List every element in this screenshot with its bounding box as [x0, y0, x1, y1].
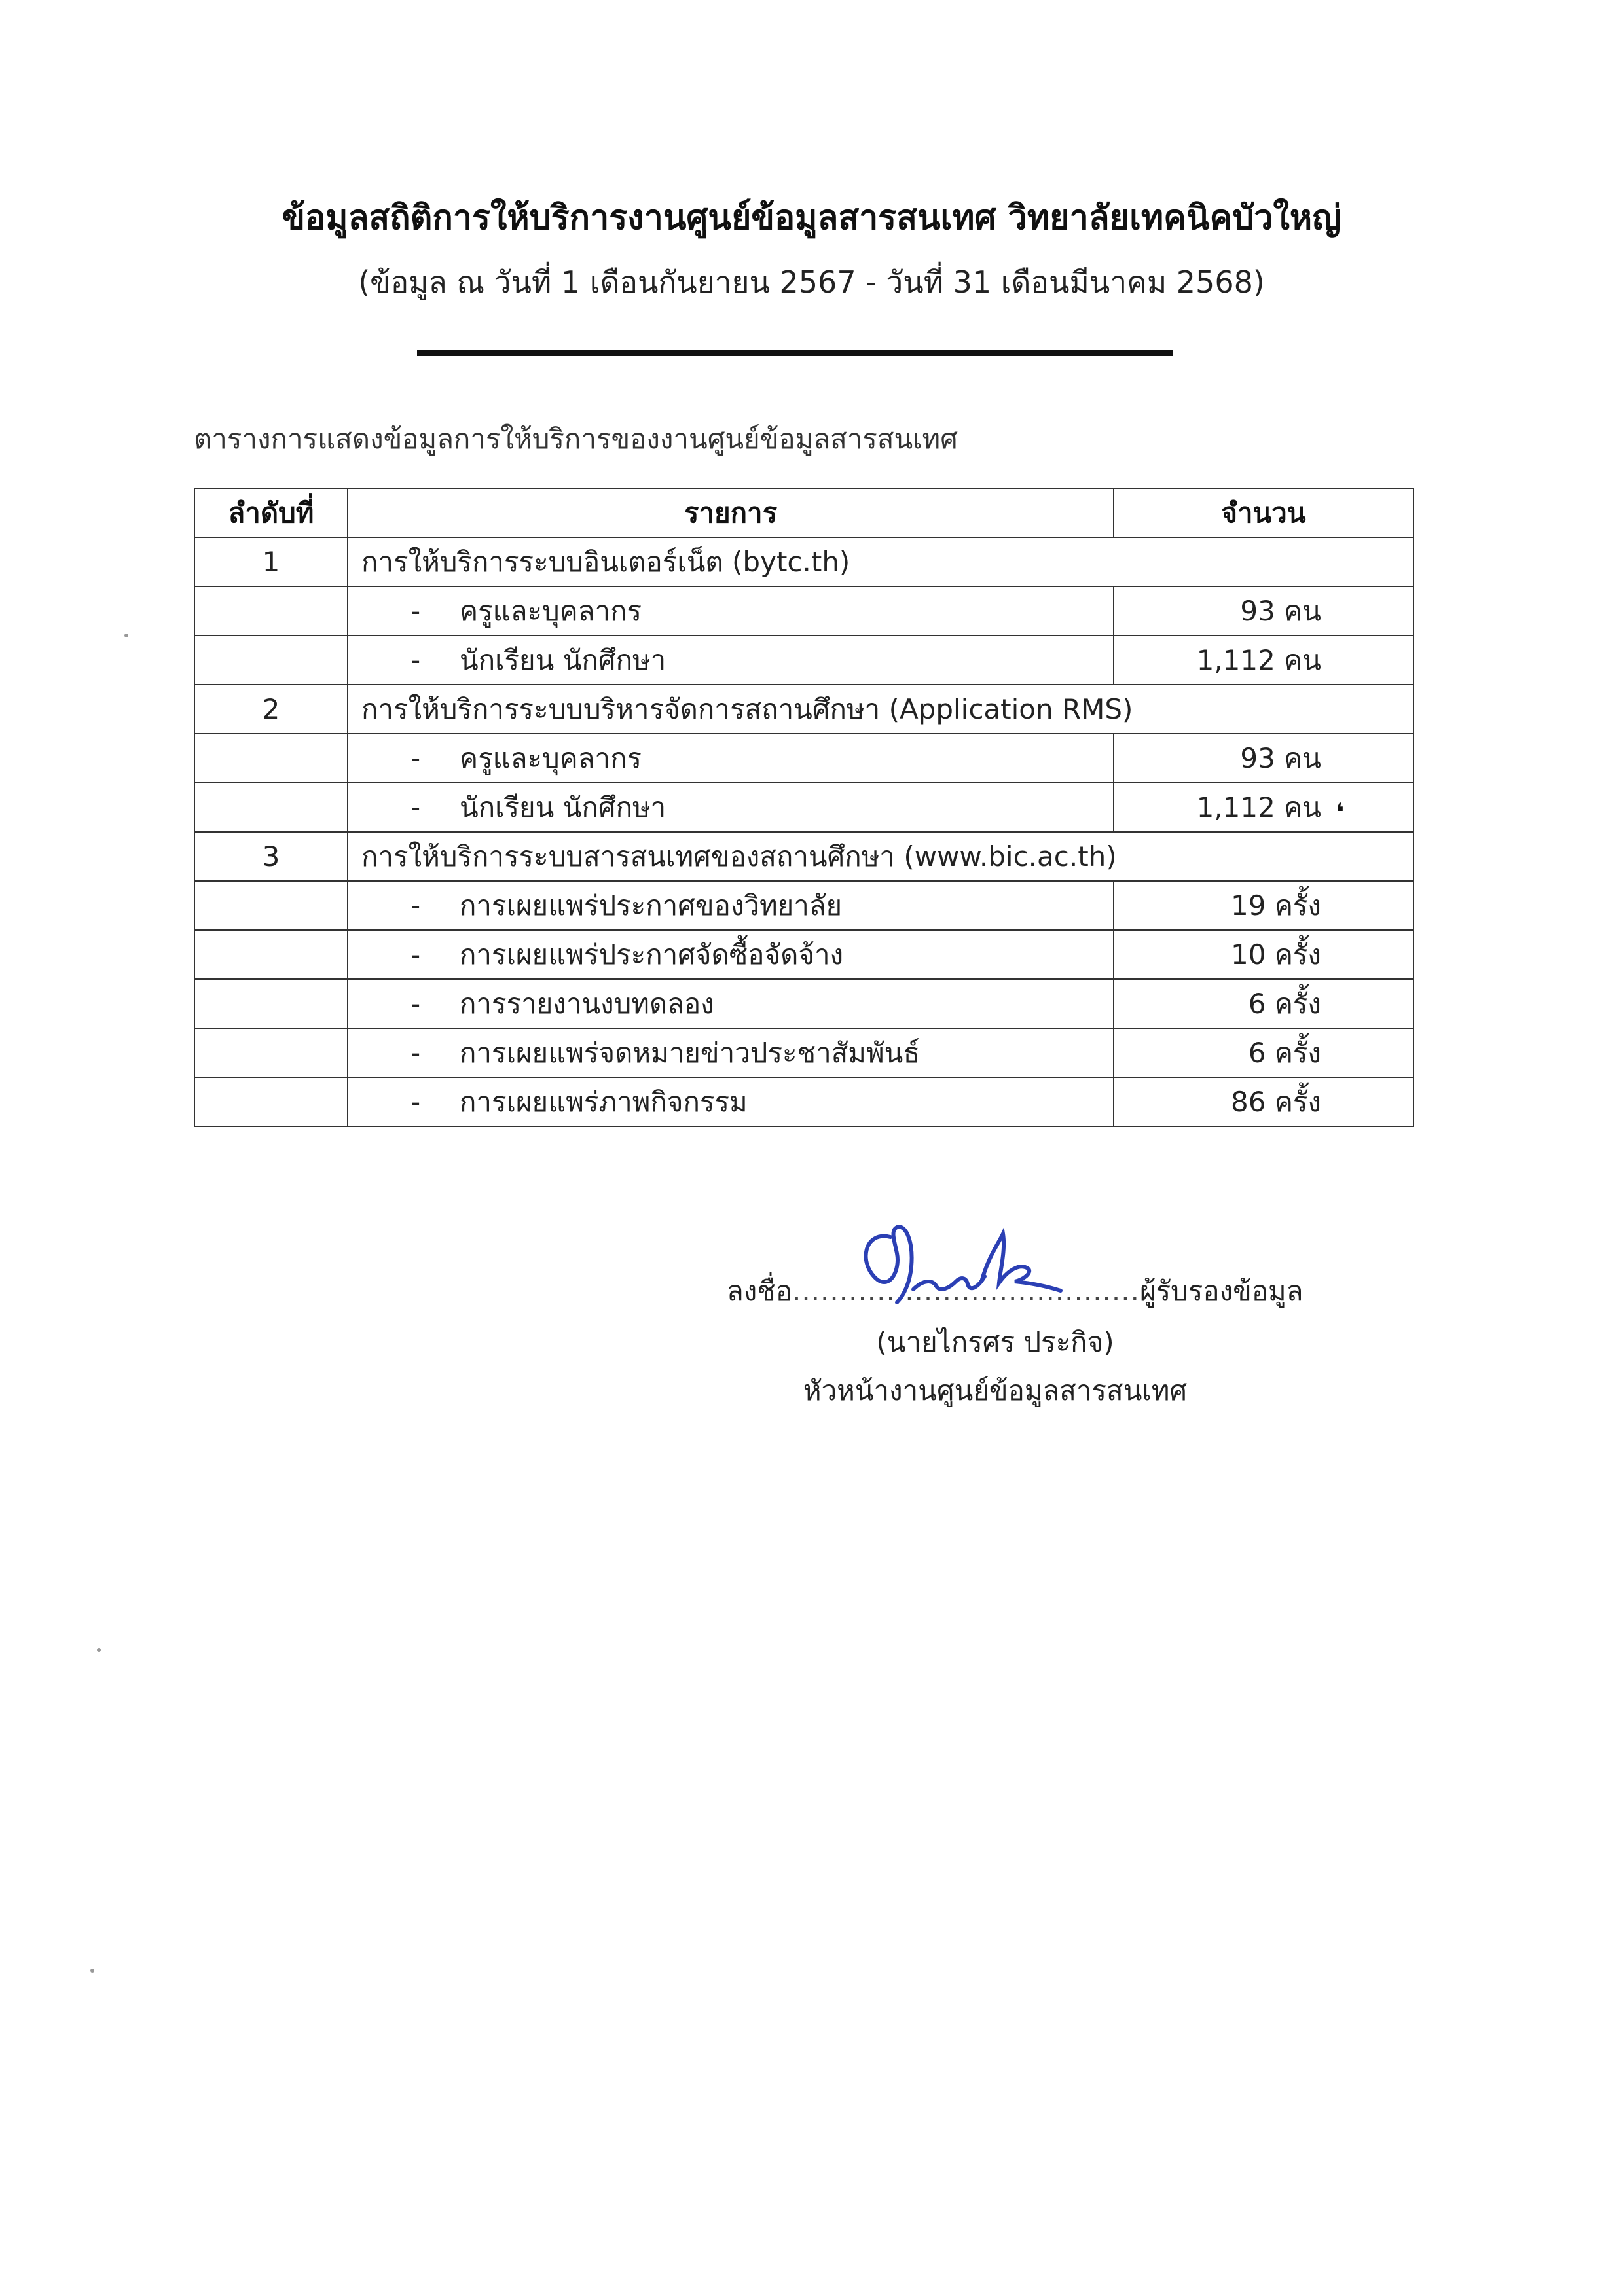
empty-cell — [194, 734, 348, 783]
statistics-table — [194, 488, 1414, 1127]
row-amount: 93 คน — [1114, 734, 1413, 783]
section-number: 3 — [194, 832, 348, 881]
scan-speck — [124, 634, 128, 637]
header-amount: จำนวน — [1114, 488, 1413, 537]
table-row — [194, 930, 1413, 979]
row-amount: 6 ครั้ง — [1114, 979, 1413, 1028]
row-label: การรายงานงบทดลอง — [460, 987, 714, 1020]
row-item — [348, 881, 1114, 930]
row-amount — [1114, 783, 1413, 832]
section-title: การให้บริการระบบบริหารจัดการสถานศึกษา (Application RMS) — [348, 685, 1413, 734]
row-label: การเผยแพร่ประกาศของวิทยาลัย — [460, 889, 843, 922]
bullet-dash: - — [410, 1036, 421, 1069]
row-label: การเผยแพร่ประกาศจัดซื้อจัดจ้าง — [460, 938, 844, 971]
section-row — [194, 832, 1413, 881]
table-row — [194, 636, 1413, 685]
scan-speck — [97, 1648, 101, 1652]
signature-dots-right: ................... — [961, 1275, 1140, 1307]
row-amount: 1,112 คน — [1114, 636, 1413, 685]
table-row — [194, 1077, 1413, 1126]
table-row — [194, 1028, 1413, 1077]
section-row — [194, 685, 1413, 734]
row-item — [348, 1028, 1114, 1077]
section-row — [194, 537, 1413, 586]
row-item — [348, 930, 1114, 979]
section-number: 1 — [194, 537, 348, 586]
amount-text: 1,112 คน — [1196, 791, 1321, 823]
pen-mark-icon: ❛ — [1335, 798, 1344, 827]
row-label: นักเรียน นักศึกษา — [460, 791, 666, 823]
row-item — [348, 783, 1114, 832]
document-title: ข้อมูลสถิติการให้บริการงานศูนย์ข้อมูลสารสนเทศ วิทยาลัยเทคนิคบัวใหญ่ — [282, 198, 1341, 238]
bullet-dash: - — [410, 791, 421, 823]
handwritten-signature — [851, 1217, 1074, 1316]
signer-position: หัวหน้างานศูนย์ข้อมูลสารสนเทศ — [803, 1374, 1188, 1407]
table-row — [194, 979, 1413, 1028]
signer-name: (นายไกรศร ประกิจ) — [876, 1326, 1114, 1358]
row-amount: 6 ครั้ง — [1114, 1028, 1413, 1077]
row-label: ครูและบุคลากร — [460, 742, 642, 774]
signature-dots-left: .................. — [792, 1275, 962, 1307]
empty-cell — [194, 1028, 348, 1077]
sign-label: ลงชื่อ — [727, 1275, 792, 1307]
bullet-dash: - — [410, 987, 421, 1020]
header-no: ลำดับที่ — [194, 488, 348, 537]
row-item — [348, 636, 1114, 685]
section-title: การให้บริการระบบสารสนเทศของสถานศึกษา (www.bic.ac.th) — [348, 832, 1413, 881]
row-label: การเผยแพร่ภาพกิจกรรม — [460, 1085, 748, 1118]
table-row — [194, 783, 1413, 832]
row-amount: 19 ครั้ง — [1114, 881, 1413, 930]
bullet-dash: - — [410, 742, 421, 774]
empty-cell — [194, 881, 348, 930]
row-item — [348, 979, 1114, 1028]
role-label: ผู้รับรองข้อมูล — [1139, 1275, 1304, 1307]
empty-cell — [194, 636, 348, 685]
bullet-dash: - — [410, 938, 421, 971]
table-caption: ตารางการแสดงข้อมูลการให้บริการของงานศูนย์ข้อมูลสารสนเทศ — [194, 423, 958, 455]
empty-cell — [194, 1077, 348, 1126]
row-item — [348, 586, 1114, 636]
title-divider — [417, 350, 1173, 356]
empty-cell — [194, 979, 348, 1028]
row-amount: 10 ครั้ง — [1114, 930, 1413, 979]
table-row — [194, 881, 1413, 930]
row-item — [348, 1077, 1114, 1126]
bullet-dash: - — [410, 594, 421, 627]
bullet-dash: - — [410, 643, 421, 676]
header-item: รายการ — [348, 488, 1114, 537]
table-row — [194, 586, 1413, 636]
section-number: 2 — [194, 685, 348, 734]
empty-cell — [194, 930, 348, 979]
table-row — [194, 734, 1413, 783]
scan-speck — [90, 1969, 94, 1973]
section-title: การให้บริการระบบอินเตอร์เน็ต (bytc.th) — [348, 537, 1413, 586]
row-label: การเผยแพร่จดหมายข่าวประชาสัมพันธ์ — [460, 1036, 921, 1069]
row-item — [348, 734, 1114, 783]
row-label: นักเรียน นักศึกษา — [460, 643, 666, 676]
row-label: ครูและบุคลากร — [460, 594, 642, 627]
empty-cell — [194, 783, 348, 832]
empty-cell — [194, 586, 348, 636]
document-subtitle: (ข้อมูล ณ วันที่ 1 เดือนกันยายน 2567 - วันที่ 31 เดือนมีนาคม 2568) — [358, 264, 1265, 300]
row-amount: 86 ครั้ง — [1114, 1077, 1413, 1126]
bullet-dash: - — [410, 1085, 421, 1118]
table-header-row — [194, 488, 1413, 537]
bullet-dash: - — [410, 889, 421, 922]
row-amount: 93 คน — [1114, 586, 1413, 636]
